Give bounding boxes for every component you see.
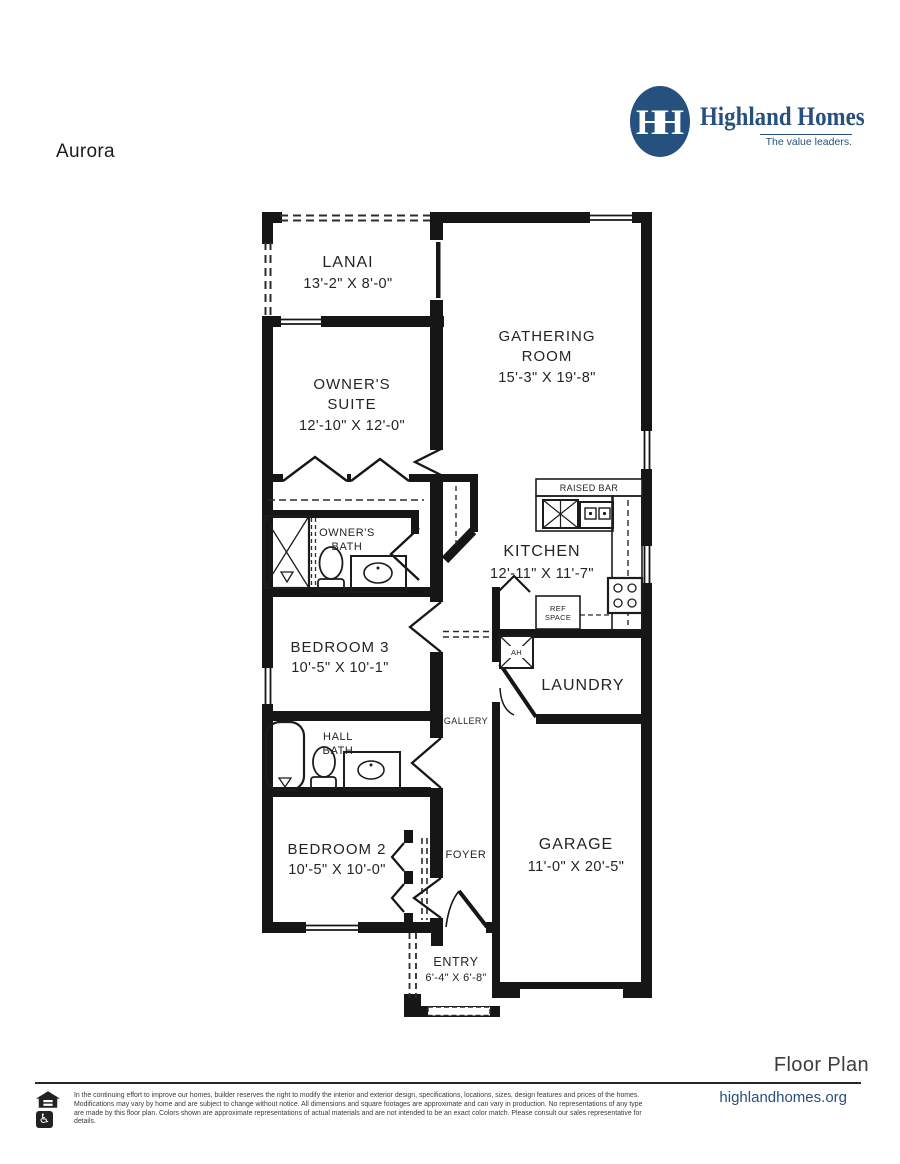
label-gathering-dims: 15'-3" X 19'-8" [498, 370, 596, 386]
window-lanai-wall [281, 315, 321, 328]
website-text: highlandhomes.org [719, 1089, 847, 1106]
wall [470, 474, 478, 532]
wall-angled [445, 531, 473, 560]
accessibility-icon [36, 1111, 53, 1128]
lanai-screen-left [266, 242, 271, 316]
vanity-sink [344, 752, 400, 790]
brand-name: Highland Homes [700, 102, 865, 131]
label-bedroom2: BEDROOM 2 [287, 841, 387, 858]
accessibility-glyph: ♿ [38, 1112, 51, 1127]
bedroom3-door [410, 602, 441, 652]
wall [430, 652, 443, 738]
wall [536, 714, 652, 724]
gallery-arch [443, 632, 492, 638]
bedroom2-closet-bifold [392, 843, 404, 871]
lanai-screen-top [280, 216, 430, 221]
wall [492, 702, 500, 998]
wall [430, 788, 443, 878]
label-ref-1: REF [550, 604, 566, 613]
label-garage-dims: 11'-0" X 20'-5" [527, 859, 625, 875]
windows [261, 211, 653, 934]
wall [262, 212, 273, 244]
wall [492, 587, 500, 662]
label-owners-suite-2: SUITE [327, 396, 377, 413]
disclaimer-line: details. [74, 1118, 96, 1126]
label-gathering-2: ROOM [521, 348, 573, 365]
owners-suite-door [415, 449, 441, 475]
wall [431, 931, 443, 946]
front-door [446, 891, 487, 927]
label-laundry: LAUNDRY [541, 677, 625, 694]
wall [623, 982, 652, 998]
label-hall-bath-1: HALL [323, 731, 353, 743]
label-owners-suite-1: OWNER'S [313, 376, 391, 393]
label-bedroom3-dims: 10'-5" X 10'-1" [291, 660, 389, 676]
disclaimer-line: are made by this floor plan. Colors shown are approximate representations of actual materials and are not intended to be an exact color match. Please consult our sales representative for [74, 1109, 642, 1117]
footer-divider [35, 1082, 861, 1084]
wall [492, 982, 520, 998]
label-lanai: LANAI [322, 254, 374, 271]
wall [430, 474, 443, 562]
cooktop [580, 502, 613, 528]
disclaimer-line: In the continuing effort to improve our homes, builder reserves the right to modify the interior and exterior design, specifications, locations, sizes, design features and prices of the homes. [74, 1092, 640, 1099]
label-owners-suite-dims: 12'-10" X 12'-0" [298, 418, 406, 434]
label-hall-bath-2: BATH [322, 745, 354, 757]
wall [404, 871, 413, 884]
window-bedroom3-left [261, 668, 274, 704]
footer-icons [36, 1091, 62, 1128]
label-ah: AH [510, 648, 523, 657]
label-kitchen: KITCHEN [503, 543, 581, 560]
label-raised-bar: RAISED BAR [559, 483, 619, 493]
label-owners-bath-2: BATH [331, 541, 363, 553]
wall [430, 338, 443, 450]
plan-name: Aurora [56, 141, 115, 162]
wall [404, 913, 413, 924]
window-bedroom2-bottom [306, 921, 358, 934]
bedroom2-closet-bifold [392, 884, 404, 912]
label-foyer: FOYER [445, 849, 487, 861]
garage-laundry-door [500, 664, 536, 717]
lanai-slider-panel [436, 242, 441, 298]
wall [262, 316, 273, 933]
label-entry: ENTRY [433, 955, 479, 969]
range-oven [608, 578, 642, 613]
wall [262, 787, 431, 797]
label-kitchen-dims: 12'-11" X 11'-7" [490, 566, 594, 582]
entry-porch-posts [410, 933, 417, 998]
label-bedroom2-dims: 10'-5" X 10'-0" [288, 862, 386, 878]
entry-step [428, 1007, 490, 1016]
doc-type-label: Floor Plan [773, 1054, 869, 1076]
label-lanai-dims: 13'-2" X 8'-0" [303, 276, 393, 292]
label-gallery: GALLERY [443, 716, 489, 726]
wall [262, 711, 431, 721]
brand-monogram: HH [635, 101, 677, 142]
label-ref-2: SPACE [544, 613, 572, 622]
disclaimer-line: Modifications may vary by home and are subject to change without notice. All dimensions and square footages are approximate and can vary in production. No representations of any type [74, 1100, 643, 1108]
label-bedroom3: BEDROOM 3 [290, 639, 390, 656]
hall-bath-door [412, 738, 441, 788]
toilet [318, 547, 344, 592]
label-gathering-1: GATHERING [498, 328, 596, 345]
equal-housing-icon [36, 1091, 60, 1108]
kitchen-sink [543, 500, 578, 528]
label-garage: GARAGE [538, 836, 614, 853]
wall [404, 830, 413, 843]
window-gathering-right [640, 431, 653, 469]
disclaimer-text [74, 1092, 686, 1127]
window-gathering-top [590, 211, 632, 224]
shower-glass [312, 518, 316, 587]
label-entry-dims: 6'-4" X 6'-8" [425, 972, 487, 984]
brand-tagline: The value leaders. [760, 134, 852, 148]
label-owners-bath-1: OWNER'S [319, 527, 375, 539]
wall [430, 562, 443, 602]
